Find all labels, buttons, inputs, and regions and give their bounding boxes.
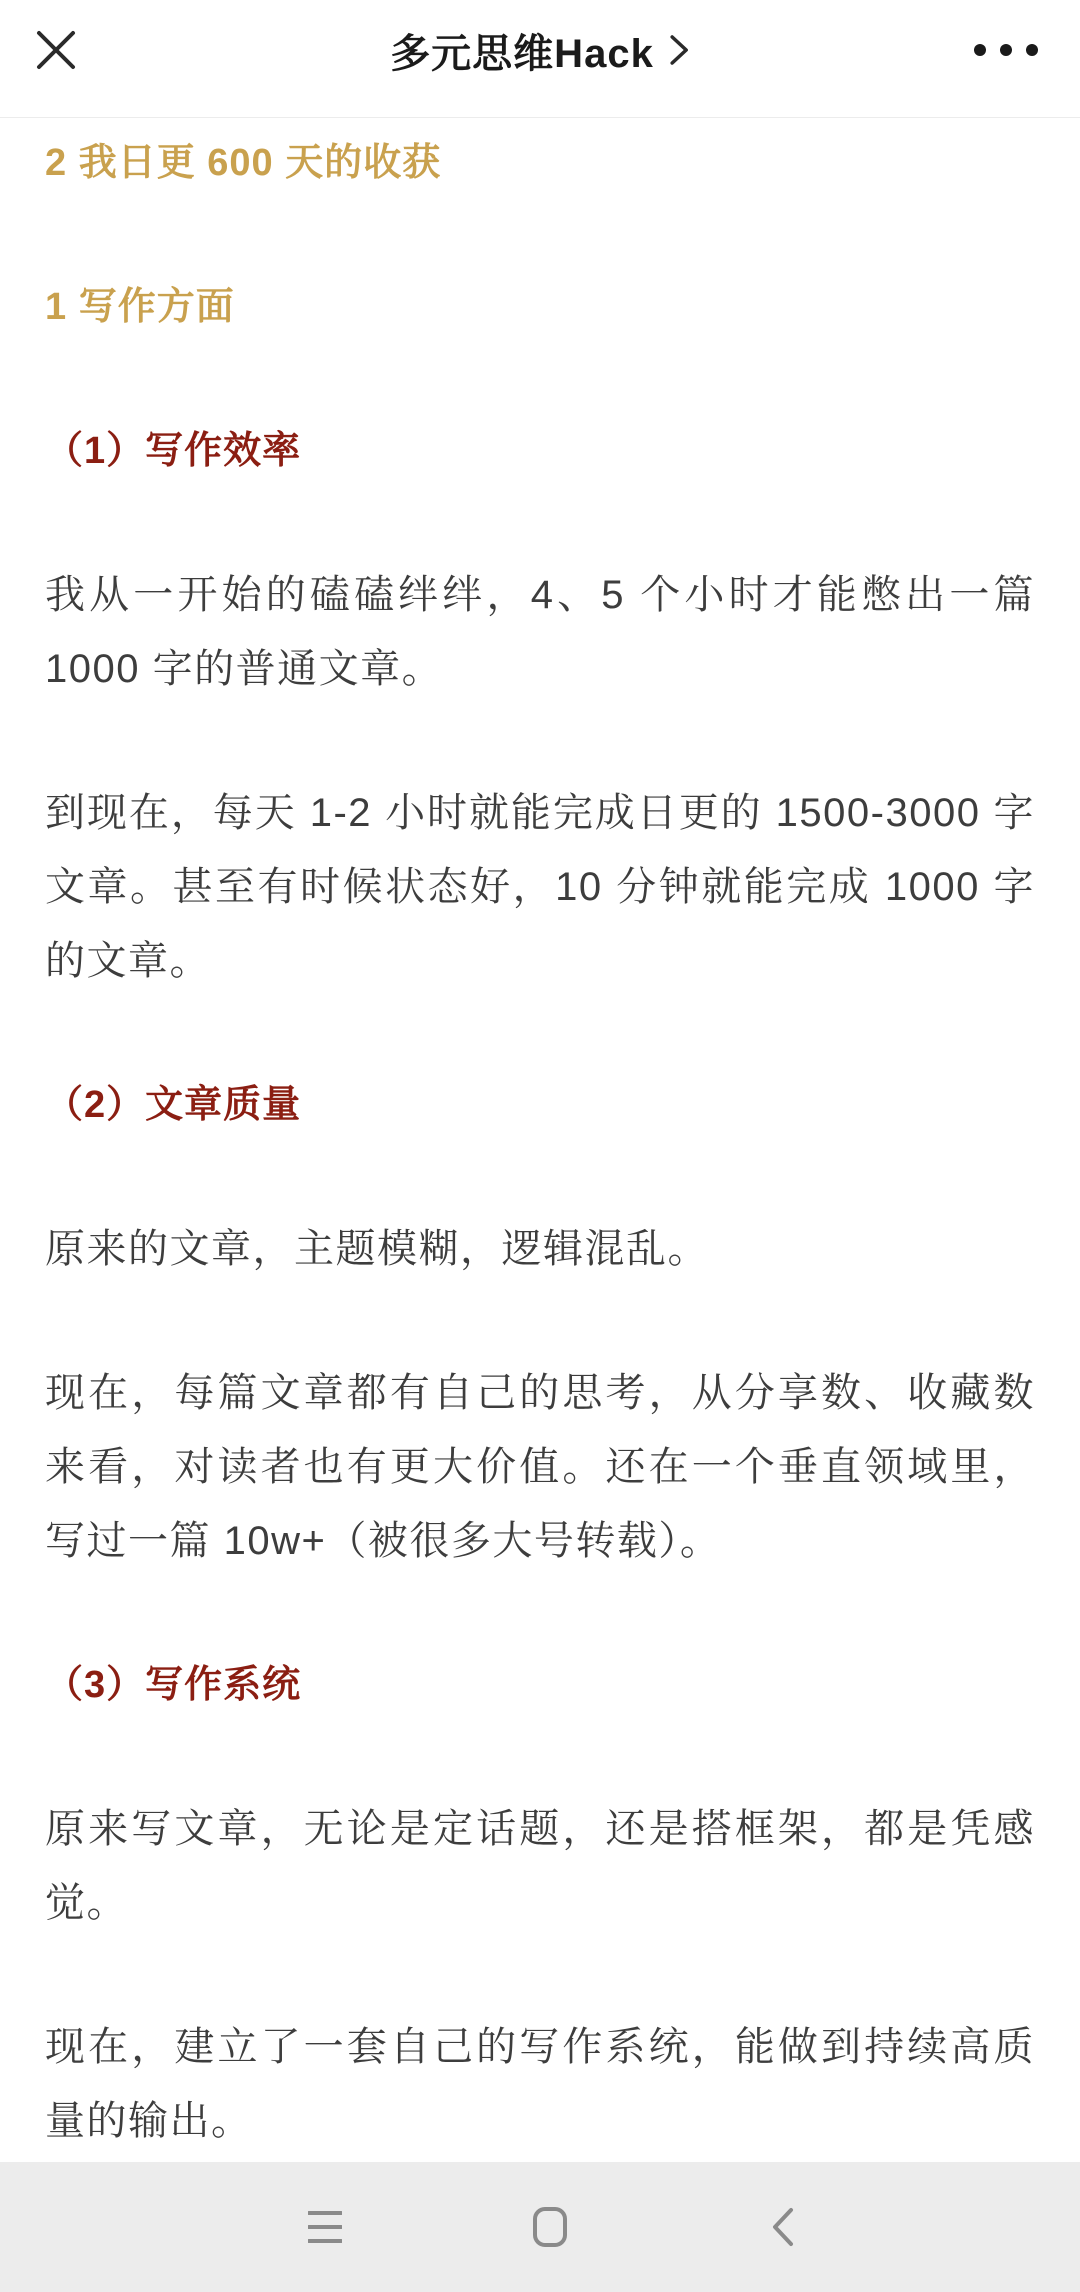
recents-button[interactable]	[280, 2182, 370, 2272]
subsection-heading: （1）写作效率	[45, 430, 302, 472]
paragraph: 原来的文章，主题模糊，逻辑混乱。	[45, 1227, 709, 1271]
section-heading: 1 写作方面	[45, 286, 235, 328]
back-icon	[771, 2207, 795, 2247]
header-row	[0, 0, 1080, 100]
article-content	[0, 118, 1080, 2162]
account-title-label: 多元思维Hack	[390, 31, 654, 76]
more-button[interactable]	[968, 24, 1044, 76]
paragraph: 现在，每篇文章都有自己的思考，从分享数、收藏数来看，对读者也有更大价值。还在一个垂直领域里，写过一篇 10w+（被很多大号转载）。	[45, 1371, 1035, 1563]
recents-icon	[308, 2208, 342, 2246]
subsection-heading: （2）文章质量	[45, 1084, 302, 1126]
header	[0, 0, 1080, 118]
paragraph: 我从一开始的磕磕绊绊，4、5 个小时才能憋出一篇 1000 字的普通文章。	[45, 573, 1035, 691]
paragraph: 现在，建立了一套自己的写作系统，能做到持续高质量的输出。	[45, 2025, 1035, 2143]
close-icon	[36, 30, 76, 70]
subsection-heading: （3）写作系统	[45, 1664, 302, 1706]
home-button[interactable]	[505, 2182, 595, 2272]
paragraph: 到现在，每天 1-2 小时就能完成日更的 1500-3000 字文章。甚至有时候状态好，10 分钟就能完成 1000 字的文章。	[45, 791, 1035, 983]
account-title[interactable]	[390, 0, 690, 100]
close-button[interactable]	[30, 24, 82, 76]
chevron-right-icon	[668, 33, 690, 67]
android-navbar	[0, 2162, 1080, 2292]
more-icon	[973, 43, 1039, 57]
section-heading: 2 我日更 600 天的收获	[45, 142, 442, 184]
paragraph: 原来写文章，无论是定话题，还是搭框架，都是凭感觉。	[45, 1807, 1035, 1925]
back-button[interactable]	[738, 2182, 828, 2272]
home-icon	[533, 2207, 567, 2247]
